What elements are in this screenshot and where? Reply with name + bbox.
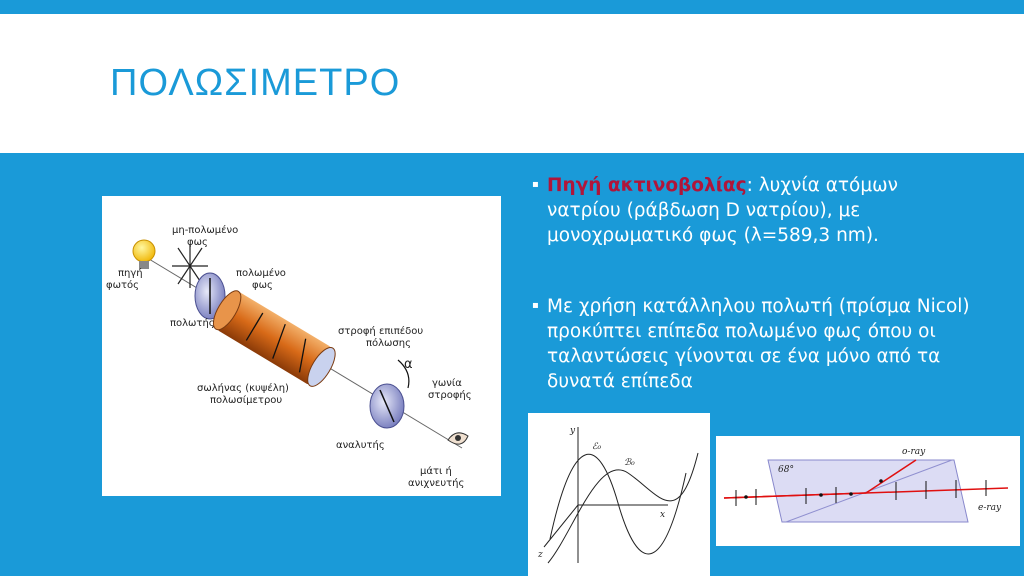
label-polarized-2: φως <box>252 280 273 291</box>
bullet-text: : λυχνία ατόμων νατρίου (ράβδωση D νατρίου), με μονοχρωματικό φως (λ=589,3 nm). <box>547 175 898 246</box>
bullet-radiation-source <box>532 173 972 248</box>
label-tube-2: πολωσίμετρου <box>210 395 283 406</box>
label-b0: ℬ₀ <box>624 458 635 468</box>
label-unpolarized: μη-πολωμένο <box>172 225 239 236</box>
slide-title: ΠΟΛΩΣΙΜΕΤΡΟ <box>110 62 401 104</box>
axis-label-y: y <box>570 426 576 436</box>
top-accent-band <box>0 0 1024 14</box>
label-polarized: πολωμένο <box>236 268 286 279</box>
prism-diagram <box>716 436 1020 546</box>
label-o-ray: o-ray <box>902 447 926 457</box>
label-e-ray: e-ray <box>978 503 1002 513</box>
label-angle-2: στροφής <box>428 390 472 401</box>
label-source-2: φωτός <box>106 280 139 291</box>
label-analyzer: αναλυτής <box>336 440 385 451</box>
label-tube: σωλήνας (κυψέλη) <box>197 383 289 394</box>
label-source: πηγή <box>118 268 143 279</box>
label-alpha: α <box>404 357 413 372</box>
label-e0: ℰ₀ <box>592 442 602 452</box>
eye-icon <box>448 433 468 444</box>
polarimeter-diagram <box>102 196 501 496</box>
label-eye-2: ανιχνευτής <box>408 478 465 489</box>
label-angle-68: 68° <box>778 465 794 475</box>
bullet-highlight: Πηγή ακτινοβολίας <box>547 175 747 196</box>
axis-label-z: z <box>538 550 543 560</box>
magnetic-wave-curve <box>548 453 698 563</box>
electric-wave-curve <box>550 454 686 554</box>
label-polarizer: πολωτής <box>170 318 215 329</box>
sample-tube <box>208 287 340 391</box>
axis-label-x: x <box>660 510 666 520</box>
label-rotation: στροφή επιπέδου <box>338 326 424 337</box>
content-area <box>0 153 1024 576</box>
label-angle: γωνία <box>432 378 462 389</box>
wave-diagram <box>528 413 710 576</box>
bullet-text: Με χρήση κατάλληλου πολωτή (πρίσμα Nicol) προκύπτει επίπεδα πολωμένο φως όπου οι ταλαντώσεις γίνονται σε ένα μόνο από τα δυνατά επίπεδα <box>547 296 970 392</box>
label-eye: μάτι ή <box>420 466 452 477</box>
bullet-polarizer <box>532 294 972 394</box>
label-rotation-2: πόλωσης <box>366 338 411 349</box>
bullet-list <box>532 173 972 394</box>
label-unpolarized-2: φως <box>187 237 208 248</box>
light-bulb-icon <box>133 240 155 269</box>
